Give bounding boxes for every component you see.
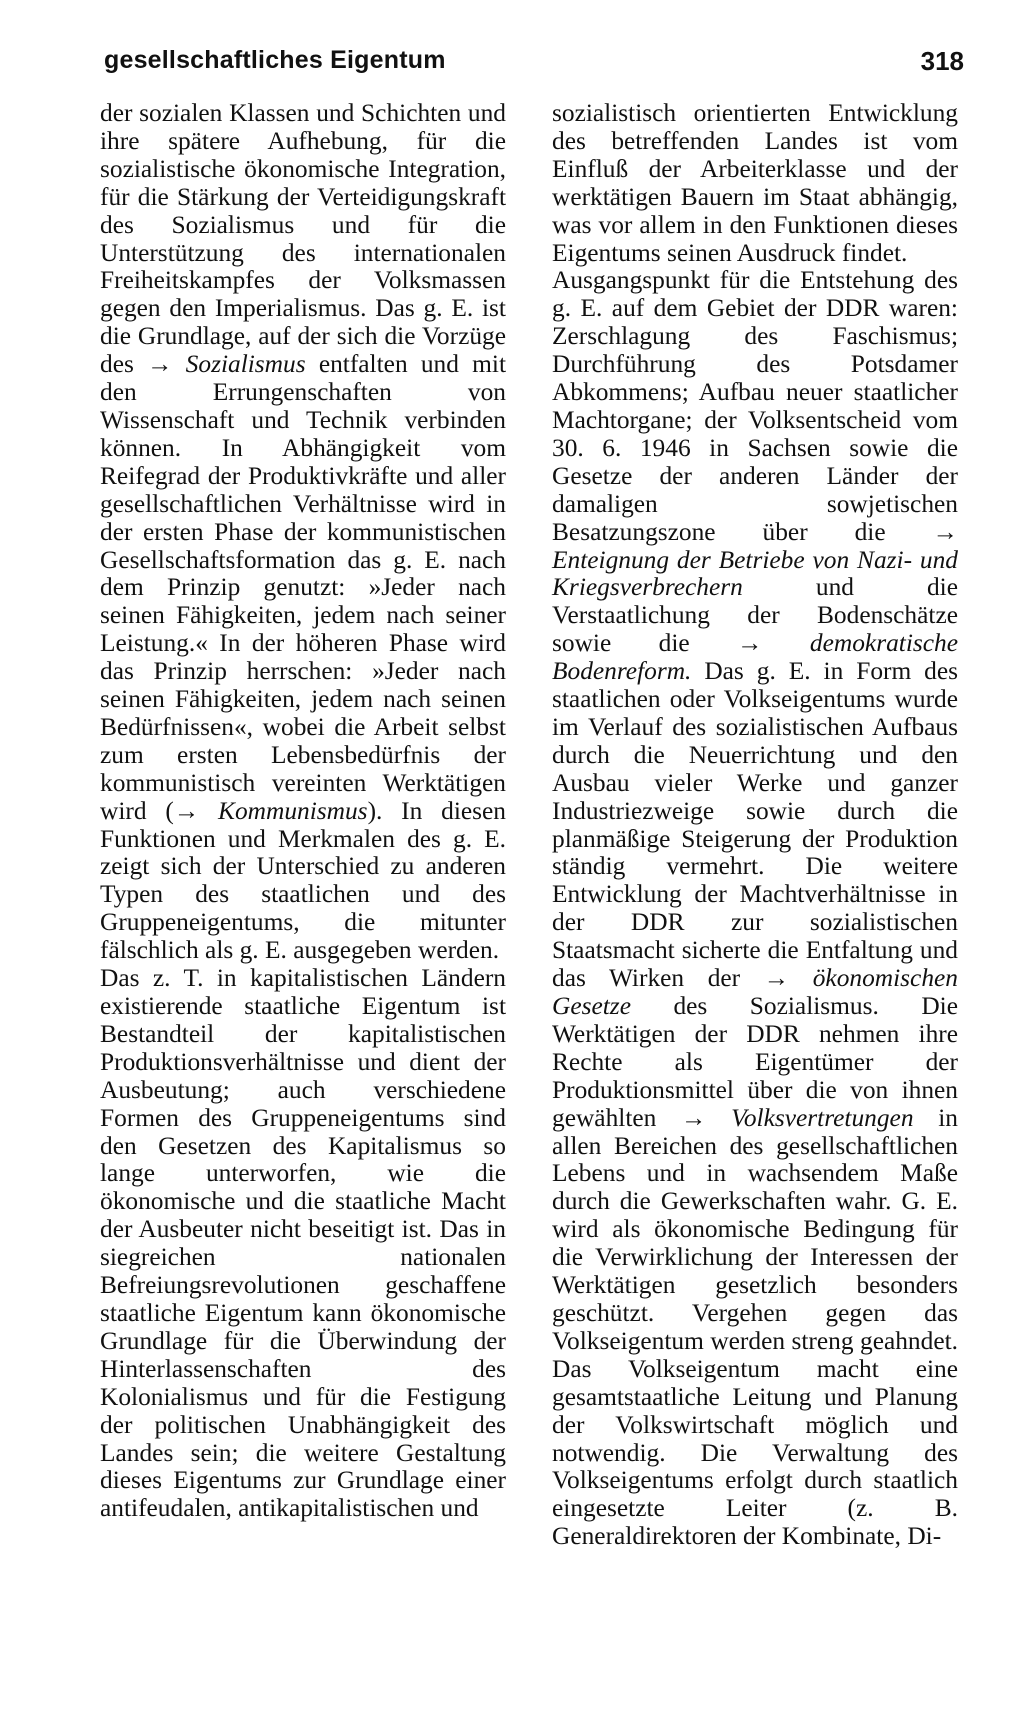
cross-reference-arrow: → <box>173 796 219 825</box>
text-segment: der sozialen Klassen und Schichten und ihre spätere Aufhebung, für die sozialistische ökonomische Integration, für die Stärkung der Verteidigungskraft des Sozialismus und für die Unterstützung des internationalen Freiheitskampfes der Volksmassen gegen den Imperialismus. Das g. E. ist die Grundlage, auf der sich die Vorzüge des <box>100 99 506 379</box>
text-segment: Ausgangspunkt für die Entstehung des g. E. auf dem Gebiet der DDR waren: Zerschlagung des Faschismus; Durchführung des Potsdamer Abkommens; Aufbau neuer staatlicher Machtorgane; der Volksentscheid vom 30. 6. 1946 in Sachsen sowie die Gesetze der anderen Länder der damaligen sowjetischen Besatzungszone über die <box>552 266 958 546</box>
text-segment: entfalten und mit den Errungenschaften von Wissenschaft und Technik verbinden können. In Abhängigkeit vom Reifegrad der Produktivkräfte und aller gesellschaftlichen Verhältnisse wird in der ersten Phase der kommunistischen Gesellschaftsformation das g. E. nach dem Prinzip genutzt: »Jeder nach seinen Fähigkeiten, jedem nach seiner Leistung.« In der höheren Phase wird das Prinzip herrschen: »Jeder nach seinen Fähigkeiten, jedem nach seinen Bedürfnissen«, wobei die Arbeit selbst zum ersten Lebensbedürfnis der kommunistisch vereinten Werktätigen wird ( <box>100 350 506 825</box>
text-segment: sozialistisch orientierten Entwicklung des betreffenden Landes ist vom Einfluß der Arbeiterklasse und der werktätigen Bauern im Staat abhängig, was vor allem in den Funktionen dieses Eigentums seinen Ausdruck findet. <box>552 99 958 267</box>
cross-reference: ökonomischen Gesetze <box>552 964 958 1020</box>
page-number: 318 <box>920 46 964 76</box>
cross-reference: Enteignung der Betriebe von Nazi- und Kriegsverbrechern <box>552 545 958 602</box>
left-column <box>100 100 506 1523</box>
paragraph <box>100 100 506 965</box>
cross-reference: Sozialismus <box>185 350 306 379</box>
text-segment: Das z. T. in kapitalistischen Ländern existierende staatliche Eigentum ist Bestandteil der kapitalistischen Produktionsverhältnisse und dient der Ausbeutung; auch verschiedene Formen des Gruppeneigentums sind den Gesetzen des Kapitalismus so lange unterworfen, wie die ökonomische und die staatliche Macht der Ausbeuter nicht beseitigt ist. Das in siegreichen nationalen Befreiungsrevolutionen geschaffene staatliche Eigentum kann ökonomische Grundlage für die Überwindung der Hinterlassenschaften des Kolonialismus und für die Festigung der politischen Unabhängigkeit des Landes sein; die weitere Gestaltung dieses Eigentums zur Grundlage einer antifeudalen, antikapitalistischen und <box>100 964 506 1523</box>
text-segment: in allen Bereichen des gesellschaftlichen Lebens und in wachsendem Maße durch die Gewerkschaften wahr. G. E. wird als ökonomische Bedingung für die Verwirklichung der Interessen der Werktätigen gesetzlich besonders geschützt. Vergehen gegen das Volkseigentum werden streng geahndet. Das Volkseigentum macht eine gesamtstaatliche Leitung und Planung der Volkswirtschaft möglich und notwendig. Die Verwaltung des Volkseigentums erfolgt durch staatlich eingesetzte Leiter (z. B. Generaldirektoren der Kombinate, Di- <box>552 1103 958 1551</box>
paragraph <box>100 965 506 1523</box>
paragraph <box>552 100 958 267</box>
cross-reference-arrow: → <box>737 629 810 658</box>
text-segment: und die Verstaatlichung der Bodenschätze sowie die <box>552 573 958 658</box>
cross-reference-arrow: → <box>147 350 186 379</box>
paragraph <box>552 267 958 1551</box>
text-segment: des Sozialismus. Die Werktätigen der DDR nehmen ihre Rechte als Eigentümer der Produktionsmittel über die von ihnen gewählten <box>552 992 958 1132</box>
cross-reference: Volksvertretungen <box>731 1103 914 1132</box>
right-column <box>552 100 958 1551</box>
cross-reference-arrow: → <box>681 1103 732 1132</box>
cross-reference: Kommunismus <box>218 796 368 825</box>
text-segment: ). In diesen Funktionen und Merkmalen des g. E. zeigt sich der Unterschied zu anderen Typen des staatlichen und des Gruppeneigentums, die mitunter fälschlich als g. E. ausgegeben werden. <box>100 796 506 965</box>
running-title: gesellschaftliches Eigentum <box>104 46 446 74</box>
page-header <box>104 38 964 86</box>
cross-reference-arrow: → <box>932 517 958 546</box>
cross-reference: demokratische Bodenreform. <box>552 629 958 686</box>
text-segment: Das g. E. in Form des staatlichen oder Volkseigentums wurde im Verlauf des sozialistischen Aufbaus durch die Neuerrichtung und den Ausbau vieler Werke und ganzer Industriezweige sowie durch die planmäßige Steigerung der Produktion ständig vermehrt. Die weitere Entwicklung der Machtverhältnisse in der DDR zur sozialistischen Staatsmacht sicherte die Entfaltung und das Wirken der <box>552 657 958 993</box>
cross-reference-arrow: → <box>763 964 813 993</box>
